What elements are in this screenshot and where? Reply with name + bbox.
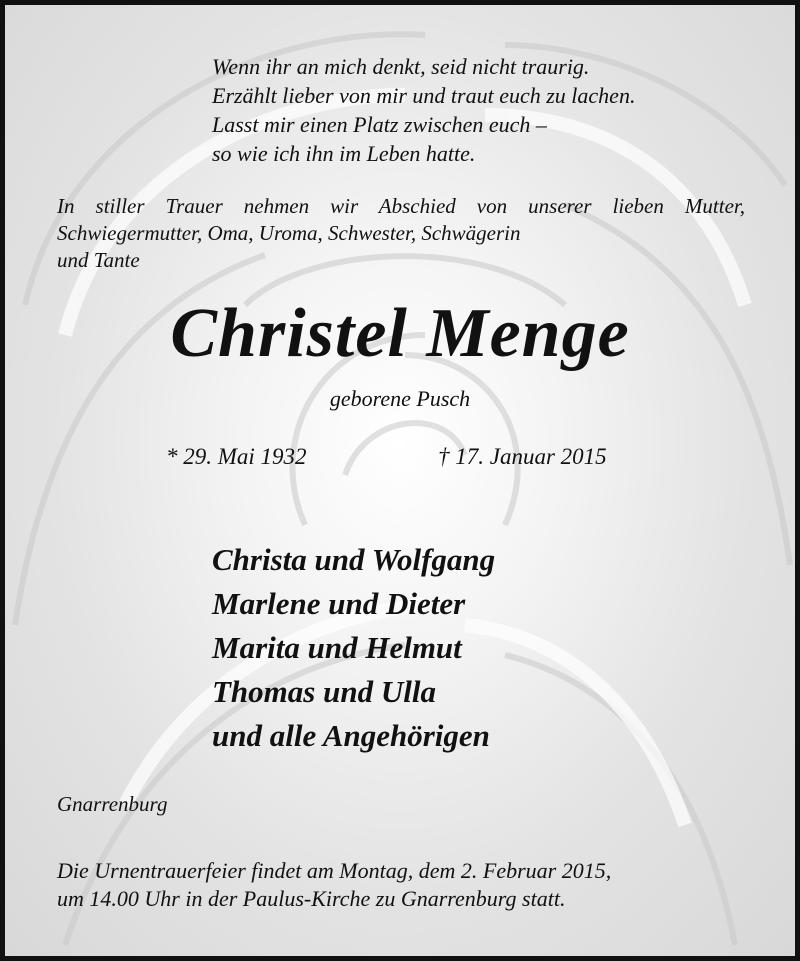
service-details (57, 857, 611, 913)
intro-line: Mutter, Schwiegermutter, Oma, Uroma, Schwester, Schwägerin (57, 194, 745, 245)
place-name: Gnarrenburg (57, 792, 168, 816)
maiden-name: geborene Pusch (329, 386, 471, 411)
intro-text (57, 193, 745, 274)
mourner-entry: Thomas und Ulla (212, 674, 436, 709)
deceased-name: Christel Menge (170, 295, 630, 372)
poem-line: Erzählt lieber von mir und traut euch zu lachen. (212, 83, 636, 108)
poem (212, 52, 635, 168)
mourner-entry: Marlene und Dieter (212, 586, 466, 621)
birth-date: * 29. Mai 1932 (166, 444, 307, 469)
intro-line: und Tante (57, 248, 140, 272)
mourners-list (212, 538, 495, 758)
poem-line: so wie ich ihn im Leben hatte. (212, 141, 476, 166)
death-date: † 17. Januar 2015 (438, 444, 607, 469)
mourner-entry: Christa und Wolfgang (212, 542, 496, 577)
mourner-entry: Marita und Helmut (212, 630, 462, 665)
intro-line: In stiller Trauer nehmen wir Abschied von unserer lieben (57, 194, 664, 218)
service-line: Die Urnentrauerfeier findet am Montag, dem 2. Februar 2015, (57, 858, 612, 883)
mourner-entry: und alle Angehörigen (212, 718, 490, 753)
poem-line: Wenn ihr an mich denkt, seid nicht traurig. (212, 54, 590, 79)
service-line: um 14.00 Uhr in der Paulus-Kirche zu Gnarrenburg statt. (57, 886, 566, 911)
poem-line: Lasst mir einen Platz zwischen euch – (212, 112, 547, 137)
